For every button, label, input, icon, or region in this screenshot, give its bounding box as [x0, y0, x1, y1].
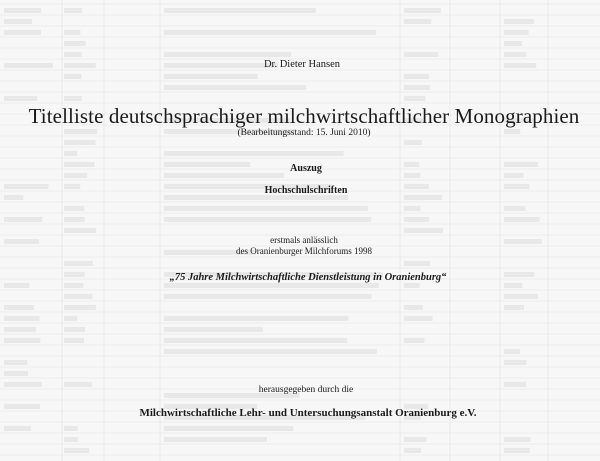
occasion-line: des Oranienburger Milchforums 1998: [235, 246, 373, 256]
event-title: „75 Jahre Milchwirtschaftliche Dienstleistung in Oranienburg“: [169, 272, 447, 283]
author-name: Dr. Dieter Hansen: [263, 59, 341, 70]
excerpt-label: Auszug: [290, 163, 322, 174]
section-label: Hochschulschriften: [264, 185, 348, 196]
edit-status: (Bearbeitungsstand: 15. Juni 2010): [237, 128, 371, 138]
document-title: Titelliste deutschsprachiger milchwirtschaftlicher Monographien: [28, 104, 580, 128]
first-time-line: erstmals anlässlich: [270, 235, 338, 245]
published-by-line: herausgegeben durch die: [258, 385, 354, 395]
publisher-name: Milchwirtschaftliche Lehr- und Untersuchungsanstalt Oranienburg e.V.: [139, 407, 477, 419]
